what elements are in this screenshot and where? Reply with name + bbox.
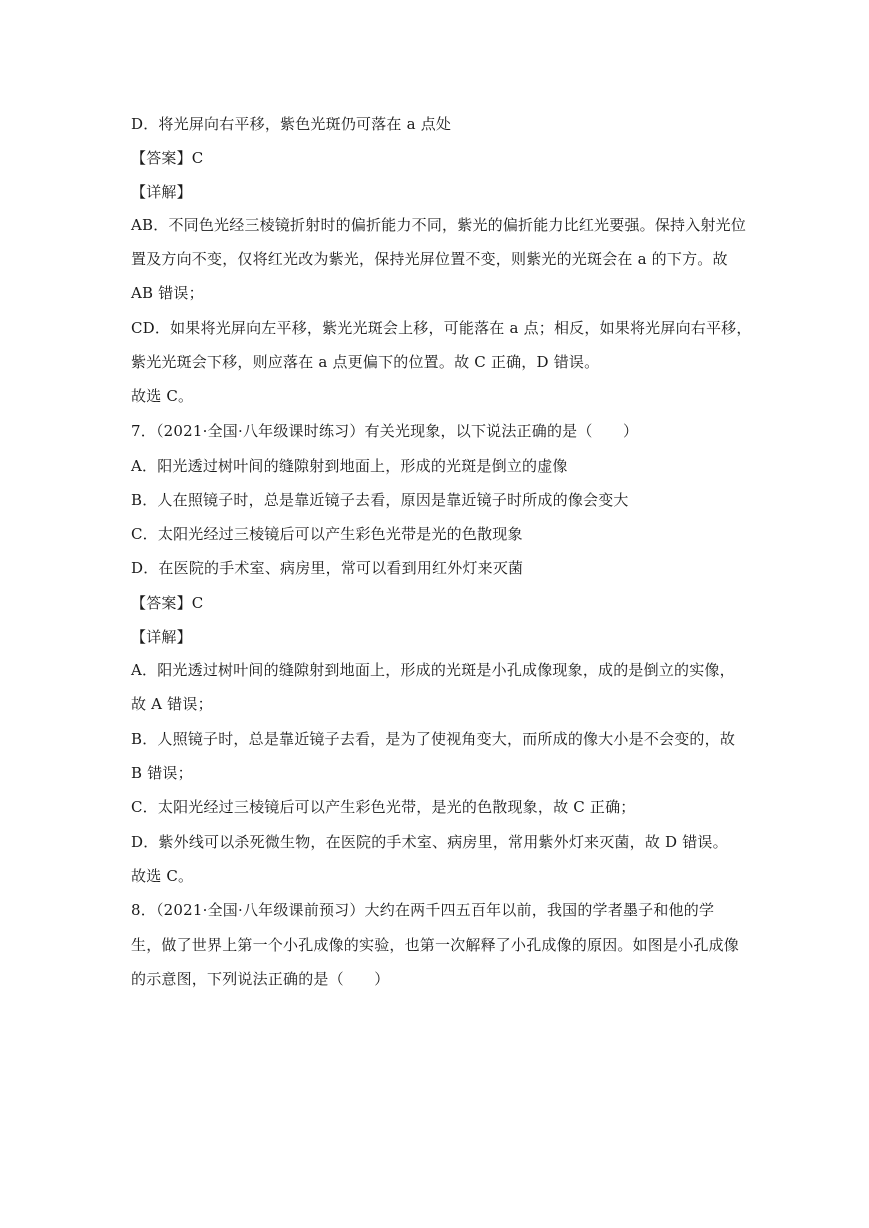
explanation-text: C．太阳光经过三棱镜后可以产生彩色光带，是光的色散现象，故 C 正确； — [131, 798, 636, 816]
explanation-text: AB．不同色光经三棱镜折射时的偏折能力不同，紫光的偏折能力比红光要强。保持入射光位 — [131, 216, 747, 234]
explanation-text: A．阳光透过树叶间的缝隙射到地面上，形成的光斑是小孔成像现象，成的是倒立的实像， — [131, 661, 735, 679]
explanation-text: D．紫外线可以杀死微生物，在医院的手术室、病房里，常用紫外灯来灭菌，故 D 错误。 — [131, 833, 728, 851]
option-d-text: D．将光屏向右平移，紫色光斑仍可落在 a 点处 — [131, 115, 452, 133]
question-7-option-b: B．人在照镜子时，总是靠近镜子去看，原因是靠近镜子时所成的像会变大 — [131, 491, 629, 509]
question-8-stem: 生，做了世界上第一个小孔成像的实验，也第一次解释了小孔成像的原因。如图是小孔成像 — [131, 936, 740, 954]
answer-label: 【答案】C — [131, 149, 204, 167]
explanation-text: CD．如果将光屏向左平移，紫光光斑会上移，可能落在 a 点；相反，如果将光屏向右平移， — [131, 319, 752, 337]
conclusion-text: 故选 C。 — [131, 867, 194, 885]
question-8-stem: 8．（2021·全国·八年级课前预习）大约在两千四五百年以前，我国的学者墨子和他的学 — [131, 901, 715, 919]
explanation-text: B．人照镜子时，总是靠近镜子去看，是为了使视角变大，而所成的像大小是不会变的，故 — [131, 730, 736, 748]
question-7-option-c: C．太阳光经过三棱镜后可以产生彩色光带是光的色散现象 — [131, 525, 523, 543]
explanation-text: 紫光光斑会下移，则应落在 a 点更偏下的位置。故 C 正确，D 错误。 — [131, 353, 600, 371]
explanation-text: 故 A 错误； — [131, 695, 213, 713]
question-7-option-d: D．在医院的手术室、病房里，常可以看到用红外灯来灭菌 — [131, 559, 524, 577]
question-7-option-a: A．阳光透过树叶间的缝隙射到地面上，形成的光斑是倒立的虚像 — [131, 457, 568, 475]
explanation-text: B 错误； — [131, 764, 193, 782]
answer-label: 【答案】C — [131, 594, 204, 612]
conclusion-text: 故选 C。 — [131, 387, 194, 405]
explanation-text: AB 错误； — [131, 284, 204, 302]
explanation-label: 【详解】 — [131, 183, 192, 201]
question-8-stem: 的示意图，下列说法正确的是（ ） — [131, 970, 390, 988]
question-7-stem: 7．（2021·全国·八年级课时练习）有关光现象，以下说法正确的是（ ） — [131, 422, 639, 440]
explanation-text: 置及方向不变，仅将红光改为紫光，保持光屏位置不变，则紫光的光斑会在 a 的下方。故 — [131, 250, 728, 268]
explanation-label: 【详解】 — [131, 628, 192, 646]
